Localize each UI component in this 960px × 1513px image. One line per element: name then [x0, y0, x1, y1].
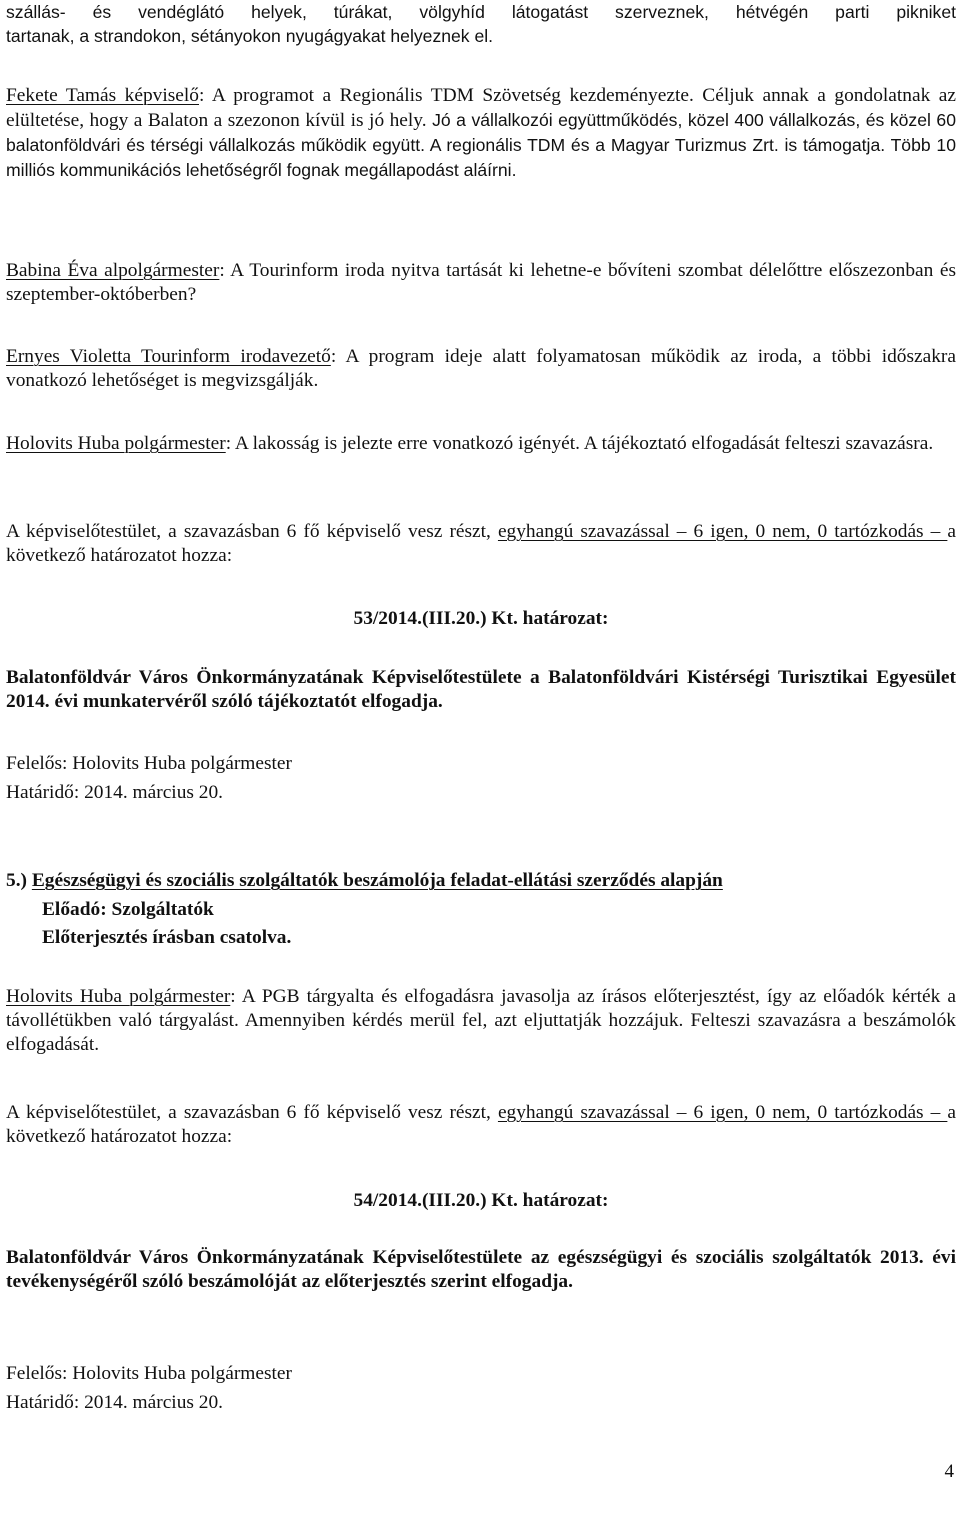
holovits-2-text: : A PGB tárgyalta és elfogadásra javasolja az írásos előterjesztést, így az előadók kérték a távollétükben való tárgyalást. Amennyiben kérdés merül fel, azt eljuttatják hozzájuk. Felteszi szavazásra a beszámolók elfogadását. — [6, 986, 957, 1055]
agenda-item-5-title: Egészségügyi és szociális szolgáltatók beszámolója feladat-ellátási szerződés alapján — [31, 870, 723, 891]
holovits-paragraph-1 — [6, 432, 956, 456]
vote-paragraph-1 — [6, 520, 956, 568]
intro-line-1: szállás- és vendéglátó helyek, túrákat, völgyhíd látogatást szerveznek, hétvégén parti pikniket — [6, 2, 956, 22]
agenda-item-5-number: 5.) — [6, 870, 32, 891]
resolution-54-responsible: Felelős: Holovits Huba polgármester — [6, 1363, 292, 1384]
ernyes-text: : A program ideje alatt folyamatosan működik az iroda, a többi időszakra vonatkozó lehetőséget is megvizsgálják. — [6, 346, 956, 391]
speaker-babina: Babina Éva alpolgármester — [6, 260, 220, 281]
resolution-54-number: 54/2014.(III.20.) Kt. határozat: — [353, 1190, 609, 1211]
resolution-54-text: Balatonföldvár Város Önkormányzatának Képviselőtestülete az egészségügyi és szociális szolgáltatók 2013. évi tevékenységéről szóló beszámolóját az előterjesztés szerint elfogadja. — [6, 1247, 956, 1292]
vote-2-result: egyhangú szavazással – 6 igen, 0 nem, 0 tartózkodás – — [497, 1102, 948, 1123]
resolution-53-number: 53/2014.(III.20.) Kt. határozat: — [353, 608, 609, 629]
speaker-fekete: Fekete Tamás képviselő — [6, 85, 199, 106]
agenda-item-5-presenter: Előadó: Szolgáltatók — [42, 899, 214, 920]
vote-1-result: egyhangú szavazással – 6 igen, 0 nem, 0 tartózkodás – — [497, 521, 948, 542]
fekete-text: : A programot a Regionális TDM Szövetség kezdeményezte. Céljuk annak a gondolatnak az elültetése, hogy a Balaton a szezonon kívül is jó hely. — [6, 85, 956, 131]
speaker-holovits-2: Holovits Huba polgármester — [6, 986, 231, 1007]
speaker-holovits-1: Holovits Huba polgármester — [6, 433, 226, 454]
agenda-item-5 — [6, 869, 956, 893]
babina-text: : A Tourinform iroda nyitva tartását ki lehetne-e bővíteni szombat délelőttre előszezonban és szeptember-októberben? — [6, 260, 957, 305]
resolution-53-responsible: Felelős: Holovits Huba polgármester — [6, 753, 292, 774]
agenda-item-5-attachment: Előterjesztés írásban csatolva. — [42, 927, 292, 948]
babina-paragraph — [6, 259, 956, 307]
vote-paragraph-2 — [6, 1101, 956, 1149]
intro-paragraph — [6, 0, 956, 48]
vote-2-after: a következő határozatot hozza: — [6, 1102, 956, 1147]
ernyes-paragraph — [6, 345, 956, 393]
resolution-53-deadline: Határidő: 2014. március 20. — [6, 782, 224, 803]
fekete-paragraph — [6, 84, 956, 183]
vote-1-before: A képviselőtestület, a szavazásban 6 fő képviselő vesz részt, — [6, 521, 498, 542]
resolution-54-deadline: Határidő: 2014. március 20. — [6, 1392, 224, 1413]
fekete-text-sans: Jó a vállalkozói együttműködés, közel 400 vállalkozás, és közel 60 balatonföldvári és térségi vállalkozás működik együtt. A regionális TDM és a Magyar Turizmus Zrt. is támogatja. Több 10 milliós kommunikációs lehetőségről fognak megállapodást aláírni. — [6, 110, 956, 180]
holovits-1-text: : A lakosság is jelezte erre vonatkozó igényét. A tájékoztató elfogadását felteszi szavazásra. — [225, 433, 934, 454]
vote-2-before: A képviselőtestület, a szavazásban 6 fő képviselő vesz részt, — [6, 1102, 498, 1123]
speaker-ernyes: Ernyes Violetta Tourinform irodavezető — [6, 346, 331, 367]
resolution-53-text: Balatonföldvár Város Önkormányzatának Képviselőtestülete a Balatonföldvári Kistérségi Turisztikai Egyesület 2014. évi munkatervéről szóló tájékoztatót elfogadja. — [6, 667, 956, 712]
holovits-paragraph-2 — [6, 985, 956, 1057]
vote-1-after: a következő határozatot hozza: — [6, 521, 956, 566]
page-number: 4 — [944, 1461, 954, 1482]
intro-line-2: tartanak, a strandokon, sétányokon nyugágyakat helyeznek el. — [6, 26, 494, 46]
